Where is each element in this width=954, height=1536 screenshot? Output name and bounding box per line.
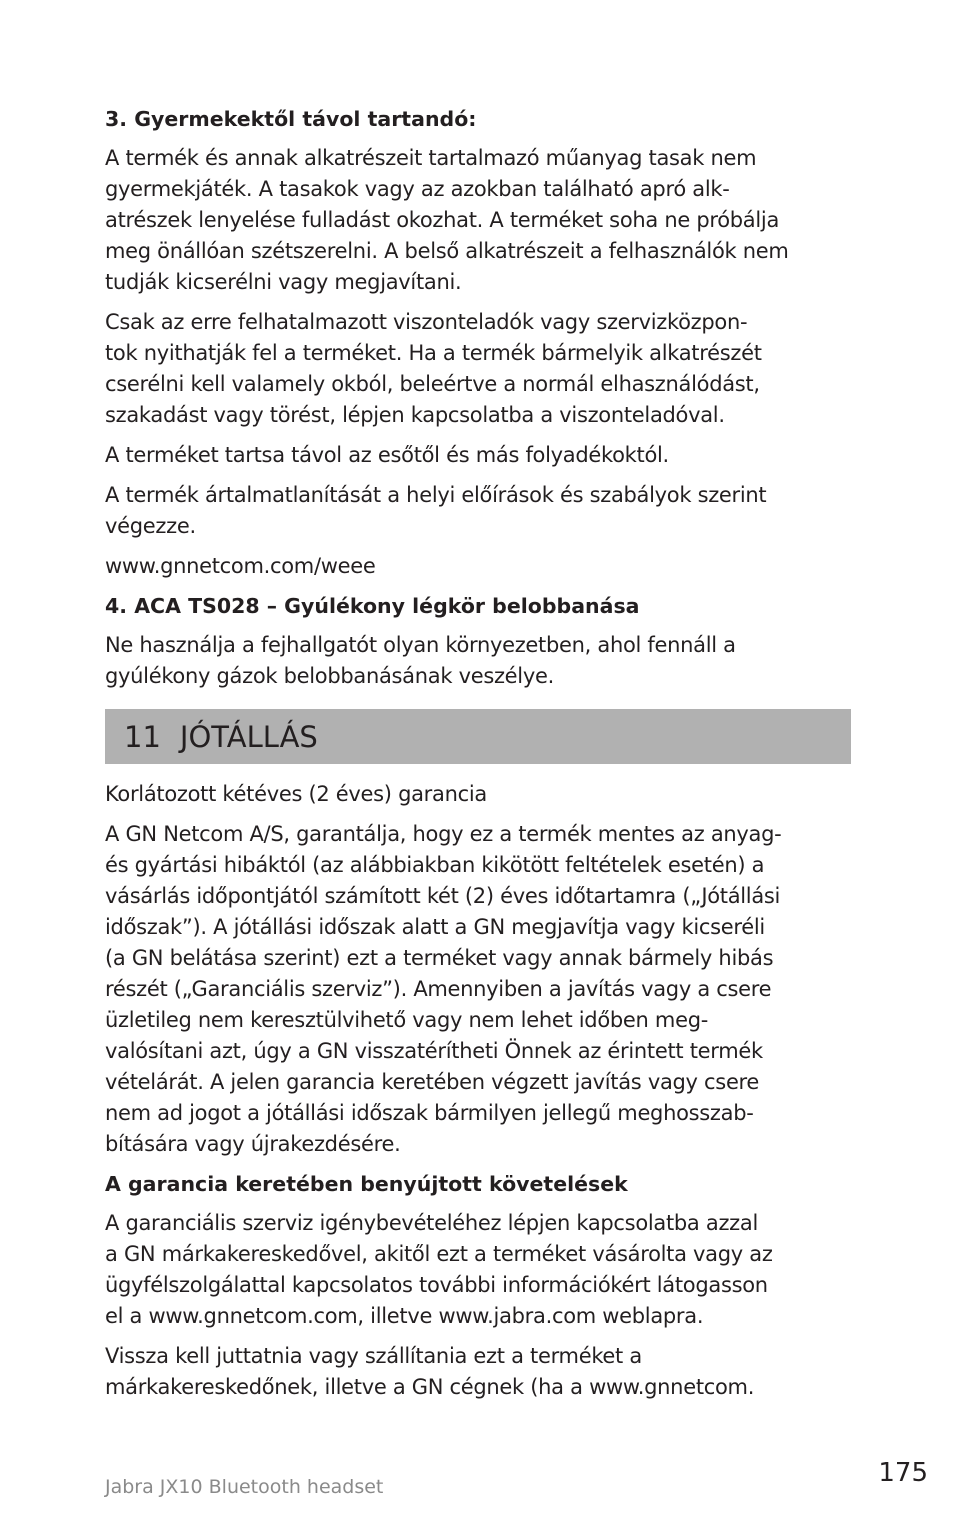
text-line: cserélni kell valamely okból, beleértve a normál elhasználódást, [105, 372, 760, 396]
section-3-paragraph-4 [105, 480, 851, 542]
text-line: Korlátozott kétéves (2 éves) garancia [105, 782, 487, 806]
text-line: A GN Netcom A/S, garantálja, hogy ez a termék mentes az anyag- [105, 822, 782, 846]
text-line: a GN márkakereskedővel, akitől ezt a terméket vásárolta vagy az [105, 1242, 773, 1266]
text-line: Ne használja a fejhallgatót olyan környezetben, ahol fennáll a [105, 633, 736, 657]
section-4-heading: 4. ACA TS028 – Gyúlékony légkör belobbanása [105, 594, 640, 618]
text-line: nem ad jogot a jótállási időszak bármilyen jellegű meghosszab- [105, 1101, 754, 1125]
section-title: JÓTÁLLÁS [179, 719, 318, 754]
warranty-claims-heading: A garancia keretében benyújtott követelések [105, 1172, 628, 1196]
section-3-paragraph-1 [105, 143, 851, 298]
text-line: szakadást vagy törést, lépjen kapcsolatba a viszonteladóval. [105, 403, 725, 427]
text-line: márkakereskedőnek, illetve a GN cégnek (ha a www.gnnetcom. [105, 1375, 755, 1399]
text-line: tok nyithatják fel a terméket. Ha a termék bármelyik alkatrészét [105, 341, 762, 365]
section-3-heading: 3. Gyermekektől távol tartandó: [105, 107, 477, 131]
text-line: végezze. [105, 514, 196, 538]
page-number: 175 [878, 1458, 928, 1488]
text-line: részét („Garanciális szerviz”). Amennyiben a javítás vagy a csere [105, 977, 772, 1001]
text-line: (a GN belátása szerint) ezt a terméket vagy annak bármely hibás [105, 946, 774, 970]
section-11-header [105, 709, 851, 764]
text-line: atrészek lenyelése fulladást okozhat. A terméket soha ne próbálja [105, 208, 780, 232]
text-line: ügyfélszolgálattal kapcsolatos további információkért látogasson [105, 1273, 768, 1297]
text-line: vételárát. A jelen garancia keretében végzett javítás vagy csere [105, 1070, 760, 1094]
text-line: www.gnnetcom.com/weee [105, 554, 376, 578]
text-line: gyúlékony gázok belobbanásának veszélye. [105, 664, 554, 688]
section-number: 11 [124, 719, 161, 754]
text-line: el a www.gnnetcom.com, illetve www.jabra.com weblapra. [105, 1304, 704, 1328]
text-line: időszak”). A jótállási időszak alatt a GN megjavítja vagy kicseréli [105, 915, 765, 939]
warranty-subtitle [105, 779, 851, 810]
text-line: gyermekjáték. A tasakok vagy az azokban található apró alk- [105, 177, 730, 201]
text-line: A terméket tartsa távol az esőtől és más folyadékoktól. [105, 443, 669, 467]
section-3-paragraph-3 [105, 440, 851, 471]
footer-product-name: Jabra JX10 Bluetooth headset [105, 1476, 384, 1498]
text-line: és gyártási hibáktól (az alábbiakban kikötött feltételek esetén) a [105, 853, 765, 877]
page-content [105, 104, 851, 1412]
text-line: A garanciális szerviz igénybevételéhez lépjen kapcsolatba azzal [105, 1211, 758, 1235]
text-line: valósítani azt, úgy a GN visszatérítheti Önnek az érintett termék [105, 1039, 763, 1063]
text-line: A termék ártalmatlanítását a helyi előírások és szabályok szerint [105, 483, 767, 507]
warranty-paragraph-2 [105, 1208, 851, 1332]
weee-url [105, 551, 851, 582]
text-line: A termék és annak alkatrészeit tartalmazó műanyag tasak nem [105, 146, 757, 170]
warranty-paragraph-3 [105, 1341, 851, 1403]
text-line: Vissza kell juttatnia vagy szállítania ezt a terméket a [105, 1344, 642, 1368]
section-3-paragraph-2 [105, 307, 851, 431]
text-line: tudják kicserélni vagy megjavítani. [105, 270, 462, 294]
text-line: vásárlás időpontjától számított két (2) éves időtartamra („Jótállási [105, 884, 781, 908]
text-line: üzletileg nem keresztülvihető vagy nem lehet időben meg- [105, 1008, 709, 1032]
section-4-paragraph-1 [105, 630, 851, 692]
text-line: Csak az erre felhatalmazott viszonteladók vagy szervizközpon- [105, 310, 748, 334]
text-line: meg önállóan szétszerelni. A belső alkatrészeit a felhasználók nem [105, 239, 789, 263]
text-line: bítására vagy újrakezdésére. [105, 1132, 401, 1156]
warranty-paragraph-1 [105, 819, 851, 1160]
